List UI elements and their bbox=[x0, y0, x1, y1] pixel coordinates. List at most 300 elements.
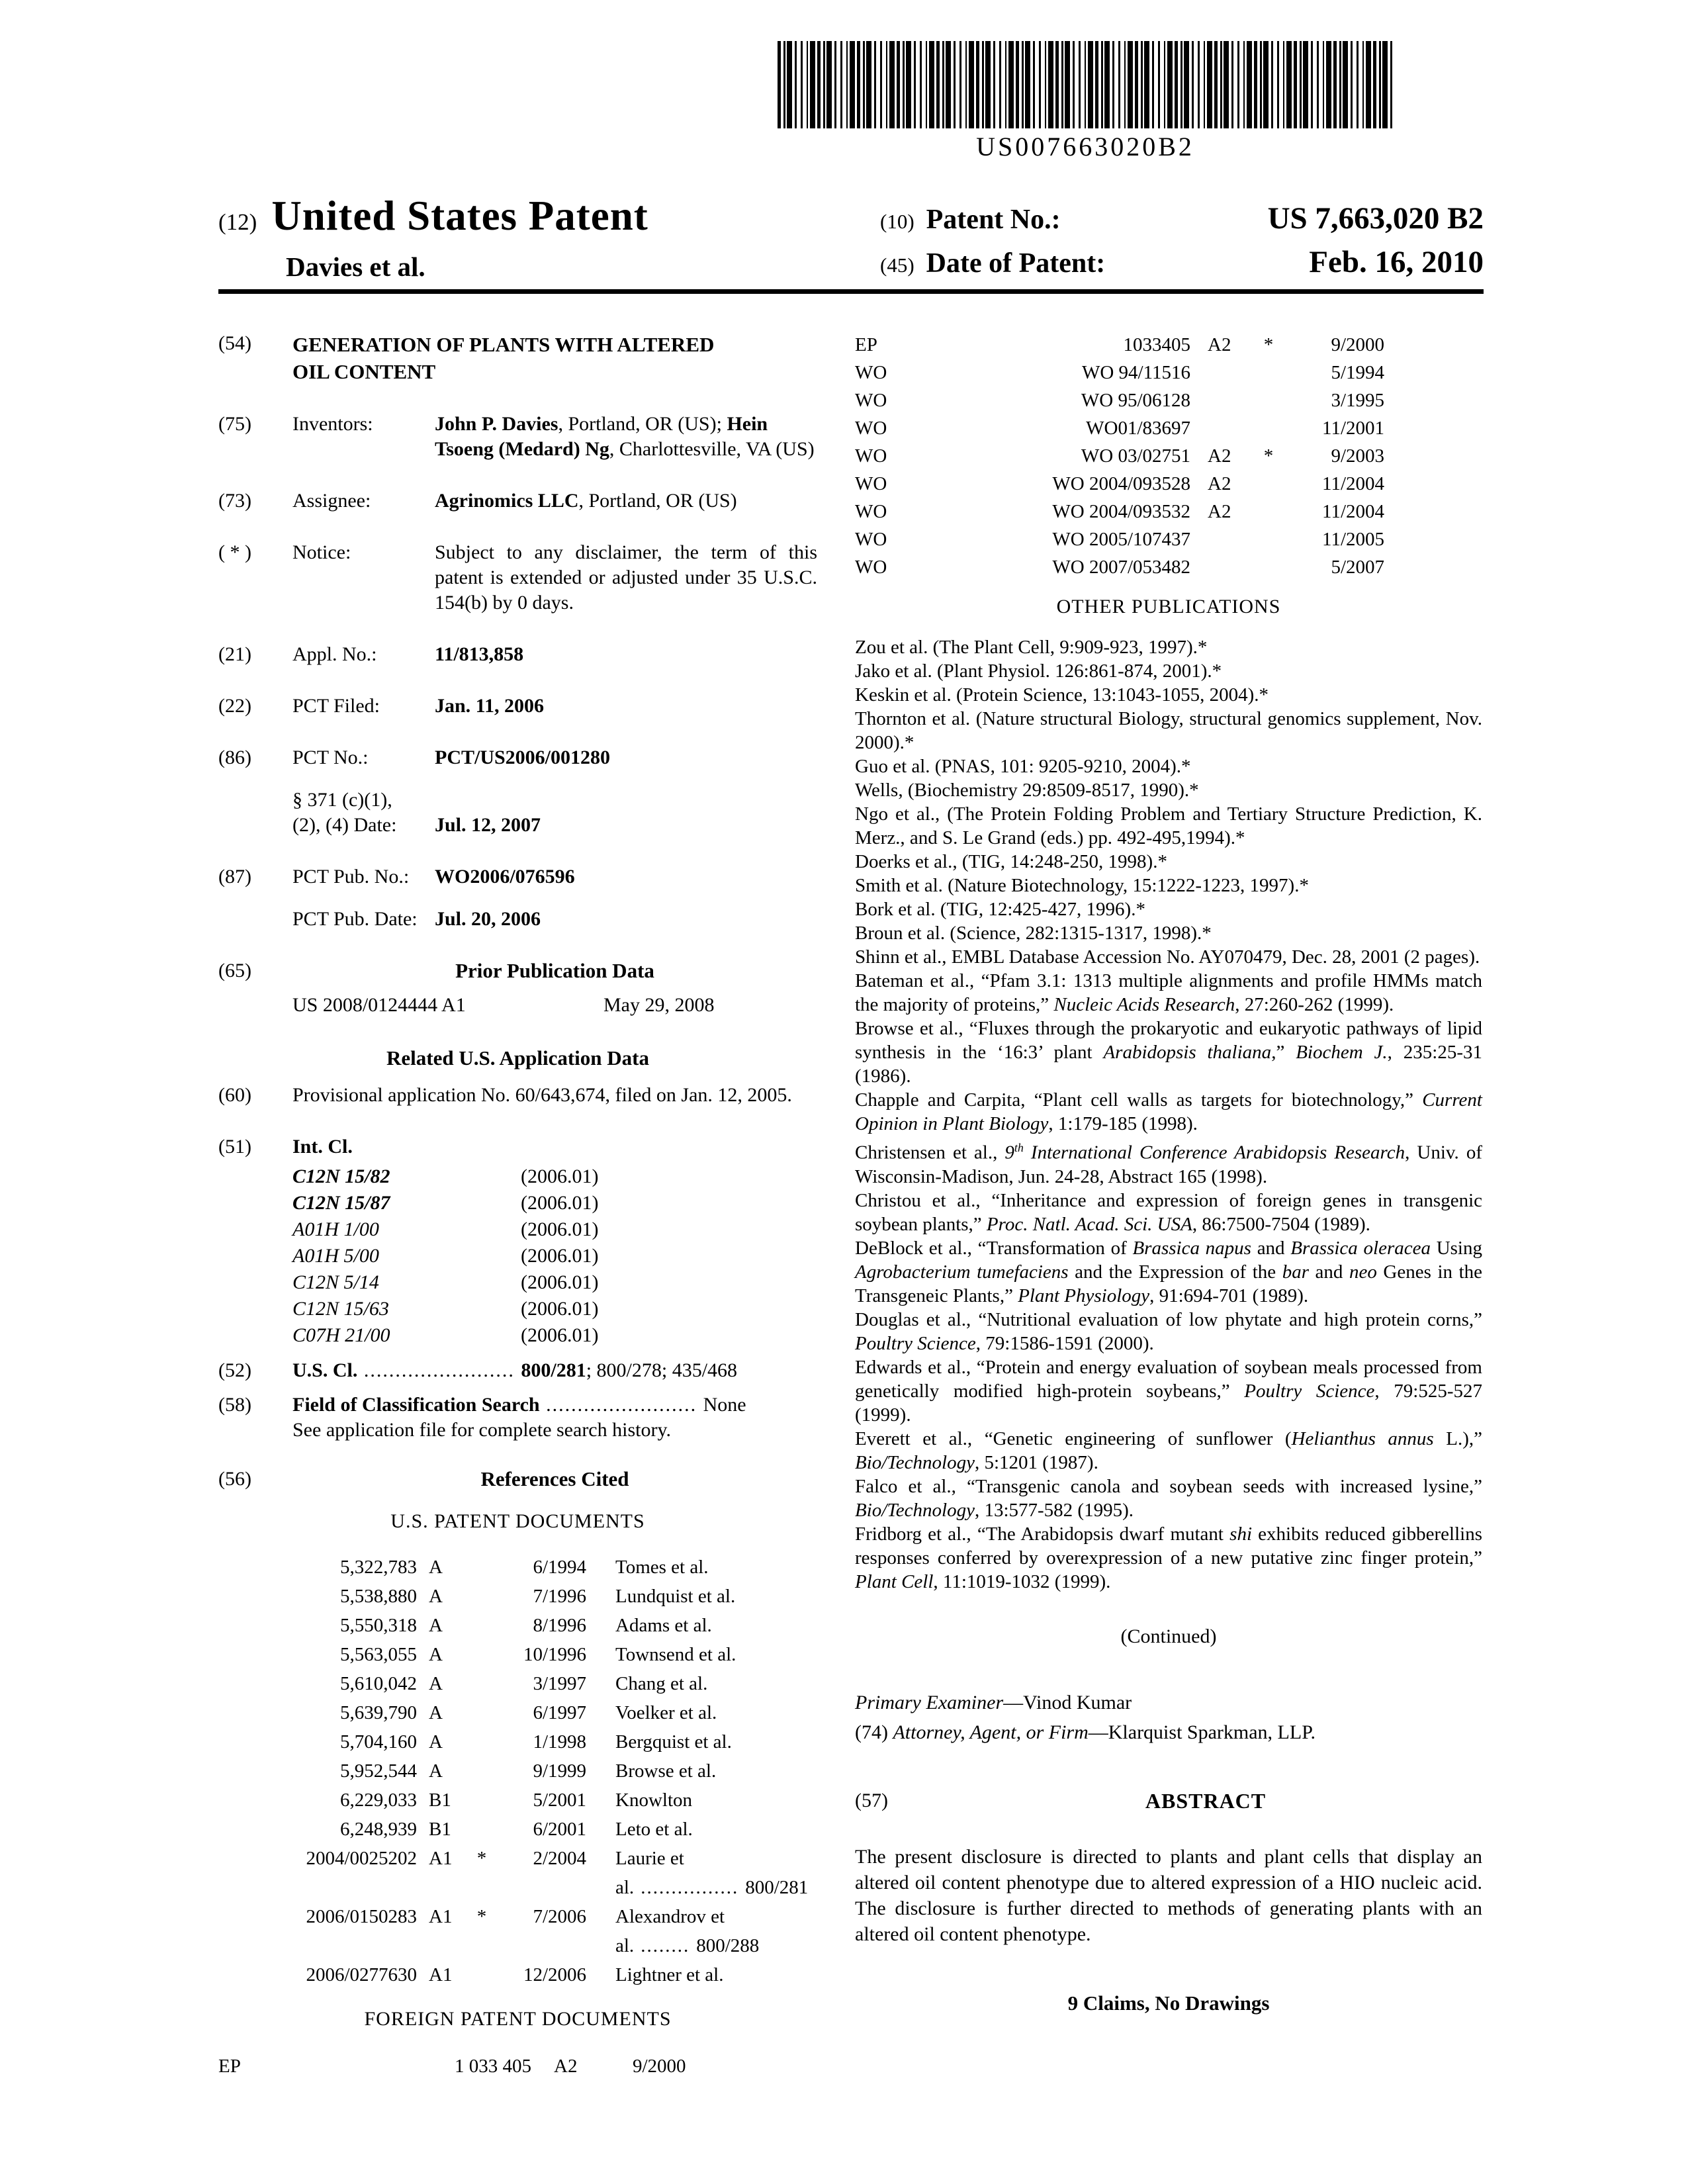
int-cl-code: C07H 21/00 bbox=[292, 1324, 390, 1346]
foreign-doc-number: WO 2005/107437 bbox=[1052, 529, 1190, 550]
foreign-doc-number: WO 95/06128 bbox=[1081, 390, 1190, 411]
us-patent-name-cell bbox=[586, 1698, 817, 1727]
publication-reference: Keskin et al. (Protein Science, 13:1043-1055, 2004).* bbox=[855, 684, 1269, 705]
foreign-date: 11/2001 bbox=[1322, 418, 1384, 439]
foreign-patent-row bbox=[855, 470, 1384, 498]
prior-pub-heading: Prior Publication Data bbox=[455, 959, 654, 982]
us-patent-documents-table bbox=[218, 1553, 817, 1989]
us-patent-row bbox=[218, 1786, 817, 1815]
foreign-country-code: EP bbox=[218, 2056, 241, 2077]
pct-pub-date-spacer bbox=[218, 907, 292, 932]
int-cl-code: A01H 1/00 bbox=[292, 1218, 379, 1240]
inid-51: (51) bbox=[218, 1136, 251, 1158]
us-patent-inventor: Adams et al. bbox=[615, 1615, 712, 1636]
section-371-line2: (2), (4) Date: bbox=[292, 814, 397, 836]
barcode-bars-image bbox=[778, 41, 1393, 128]
us-patent-number: 2006/0150283 bbox=[306, 1906, 417, 1927]
us-patent-row bbox=[218, 1582, 817, 1611]
foreign-country-code: WO bbox=[855, 390, 887, 411]
inid-57: (57) bbox=[855, 1789, 888, 1811]
appl-no-label: Appl. No.: bbox=[292, 643, 377, 665]
pct-pub-date-value: Jul. 20, 2006 bbox=[435, 908, 541, 930]
us-patent-inventor: Lightner et al. bbox=[615, 1964, 724, 1985]
us-patent-date: 1/1998 bbox=[533, 1731, 586, 1752]
foreign-doc-number: WO 03/02751 bbox=[1081, 445, 1190, 467]
field-pct-pub-date bbox=[218, 907, 817, 932]
us-patent-row bbox=[218, 1960, 817, 1989]
int-cl-version: (2006.01) bbox=[521, 1218, 599, 1240]
int-cl-version: (2006.01) bbox=[521, 1165, 599, 1187]
us-patent-kind: A bbox=[429, 1760, 443, 1782]
field-371-date bbox=[218, 788, 817, 838]
publication-reference: Jako et al. (Plant Physiol. 126:861-874, 2001).* bbox=[855, 660, 1222, 682]
publication-reference: Christou et al., “Inheritance and expression of foreign genes in transgenic soybean plants,” Proc. Natl. Acad. Sci. USA, 86:7500-7504 (1989). bbox=[855, 1189, 1482, 1235]
inid-86: (86) bbox=[218, 747, 251, 768]
us-patent-number: 5,563,055 bbox=[340, 1644, 417, 1665]
patent-date-label-group bbox=[880, 248, 1105, 279]
us-patent-leader-dots bbox=[736, 1644, 749, 1665]
foreign-country-code: EP bbox=[855, 334, 877, 355]
us-patent-number: 5,639,790 bbox=[340, 1702, 417, 1723]
kind-code-number: (12) bbox=[218, 209, 257, 235]
us-patent-name-cell bbox=[586, 1756, 817, 1786]
other-publications-heading: OTHER PUBLICATIONS bbox=[1056, 596, 1281, 617]
field-60-provisional bbox=[218, 1083, 817, 1108]
us-patent-star bbox=[470, 1727, 494, 1756]
foreign-star bbox=[1253, 359, 1284, 387]
inid-52: (52) bbox=[218, 1359, 251, 1381]
us-patent-date: 2/2004 bbox=[533, 1848, 586, 1869]
us-patent-date: 9/1999 bbox=[533, 1760, 586, 1782]
us-patent-star bbox=[470, 1640, 494, 1669]
inid-22: (22) bbox=[218, 695, 251, 717]
right-column bbox=[855, 331, 1482, 2016]
document-title: United States Patent bbox=[271, 193, 648, 239]
us-patent-date: 6/1997 bbox=[533, 1702, 586, 1723]
us-patent-leader-dots bbox=[692, 1790, 705, 1811]
document-kind-line bbox=[218, 192, 648, 240]
foreign-date: 11/2005 bbox=[1322, 529, 1384, 550]
foreign-kind-code bbox=[1190, 553, 1253, 581]
us-patent-name-cell bbox=[586, 1844, 817, 1902]
foreign-country-code: WO bbox=[855, 473, 887, 494]
section-371-line1: § 371 (c)(1), bbox=[292, 789, 392, 811]
us-patent-row bbox=[218, 1727, 817, 1756]
us-patent-star bbox=[470, 1756, 494, 1786]
us-patent-class: 800/288 bbox=[696, 1935, 760, 1956]
us-patent-name-cell bbox=[586, 1960, 817, 1989]
field-75-inventors bbox=[218, 412, 817, 462]
foreign-star bbox=[1253, 525, 1284, 553]
pct-no-value: PCT/US2006/001280 bbox=[435, 747, 611, 768]
publication-reference: Bateman et al., “Pfam 3.1: 1313 multiple alignments and profile HMMs match the majority of proteins,” Nucleic Acids Research, 27:260-262 (1999). bbox=[855, 970, 1482, 1015]
notice-text: Subject to any disclaimer, the term of this patent is extended or adjusted under 35 U.S.C. 154(b) by 0 days. bbox=[435, 541, 817, 614]
field-56-references bbox=[218, 1467, 817, 1492]
int-cl-list bbox=[292, 1163, 817, 1349]
foreign-kind-code: A2 bbox=[1208, 334, 1231, 355]
foreign-doc-number: WO 2004/093528 bbox=[1052, 473, 1190, 494]
us-patent-leader-dots bbox=[712, 1615, 725, 1636]
prior-pub-date: May 29, 2008 bbox=[603, 994, 715, 1016]
publication-reference: Zou et al. (The Plant Cell, 9:909-923, 1997).* bbox=[855, 637, 1208, 658]
inid-star: ( * ) bbox=[218, 541, 251, 563]
patent-number-row bbox=[880, 201, 1484, 236]
attorney-line: (74) Attorney, Agent, or Firm—Klarquist Sparkman, LLP. bbox=[855, 1721, 1316, 1743]
us-patent-star: * bbox=[476, 1848, 487, 1869]
us-patent-number: 5,704,160 bbox=[340, 1731, 417, 1752]
us-patent-kind: B1 bbox=[429, 1790, 451, 1811]
publication-reference: Everett et al., “Genetic engineering of sunflower (Helianthus annus L.),” Bio/Technology, 5:1201 (1987). bbox=[855, 1428, 1483, 1473]
pct-pub-no-value: WO2006/076596 bbox=[435, 866, 575, 887]
foreign-star bbox=[1253, 470, 1284, 498]
us-patent-kind: B1 bbox=[429, 1819, 451, 1840]
publication-reference: Douglas et al., “Nutritional evaluation of low phytate and high protein corns,” Poultry Science, 79:1586-1591 (2000). bbox=[855, 1308, 1482, 1354]
patent-date-row bbox=[880, 244, 1484, 280]
abstract-heading-row bbox=[855, 1788, 1482, 1813]
foreign-kind-code: A2 bbox=[1208, 473, 1231, 494]
int-cl-heading-row bbox=[218, 1134, 817, 1160]
int-cl-entry bbox=[292, 1269, 817, 1296]
us-patent-row bbox=[218, 1669, 817, 1698]
us-patent-leader-dots: ................ bbox=[641, 1877, 739, 1898]
foreign-patent-row bbox=[855, 525, 1384, 553]
foreign-doc-number: WO 2007/053482 bbox=[1052, 557, 1190, 578]
foreign-patent-row bbox=[855, 414, 1384, 442]
us-patent-class: 800/281 bbox=[745, 1877, 809, 1898]
inventors-label: Inventors: bbox=[292, 413, 373, 435]
us-patent-row bbox=[218, 1815, 817, 1844]
continued-marker: (Continued) bbox=[1120, 1625, 1217, 1647]
foreign-date: 3/1995 bbox=[1331, 390, 1384, 411]
prior-pub-doc: US 2008/0124444 A1 bbox=[292, 994, 466, 1016]
foreign-doc-number: WO 2004/093532 bbox=[1052, 501, 1190, 522]
us-patent-row bbox=[218, 1640, 817, 1669]
foreign-kind-code bbox=[1190, 414, 1253, 442]
publication-reference: Ngo et al., (The Protein Folding Problem and Tertiary Structure Prediction, K. Merz., and S. Le Grand (eds.) pp. 492-495,1994).* bbox=[855, 803, 1482, 848]
foreign-patent-row bbox=[218, 2052, 817, 2081]
related-heading: Related U.S. Application Data bbox=[386, 1046, 649, 1069]
int-cl-code: A01H 5/00 bbox=[292, 1245, 379, 1267]
foreign-doc-number: WO 94/11516 bbox=[1081, 362, 1190, 383]
us-patent-row bbox=[218, 1844, 817, 1902]
foreign-star: * bbox=[1263, 445, 1274, 467]
us-patent-kind: A bbox=[429, 1731, 443, 1752]
patent-number-value: US 7,663,020 B2 bbox=[1267, 201, 1484, 236]
us-patent-star bbox=[470, 1786, 494, 1815]
publication-reference: Chapple and Carpita, “Plant cell walls as targets for biotechnology,” Current Opinion in Plant Biology, 1:179-185 (1998). bbox=[855, 1089, 1482, 1134]
foreign-doc-number: 1033405 bbox=[1123, 334, 1190, 355]
foreign-date: 5/1994 bbox=[1331, 362, 1384, 383]
us-patent-star bbox=[470, 1669, 494, 1698]
int-cl-entry bbox=[292, 1163, 817, 1190]
other-publications-list bbox=[855, 635, 1482, 1594]
inid-65: (65) bbox=[218, 960, 251, 981]
field-54-title bbox=[218, 331, 817, 385]
field-86-pct-no bbox=[218, 745, 817, 770]
first-named-inventor: Davies et al. bbox=[286, 251, 425, 282]
field-58-search bbox=[218, 1392, 817, 1443]
foreign-country-code: WO bbox=[855, 501, 887, 522]
header-right bbox=[880, 201, 1484, 280]
field-52-us-cl bbox=[218, 1358, 817, 1383]
int-cl-code: C12N 5/14 bbox=[292, 1271, 379, 1293]
us-patent-leader-dots bbox=[732, 1731, 745, 1752]
inid-371-spacer bbox=[218, 788, 292, 838]
field-87-pct-pub-no bbox=[218, 864, 817, 889]
inid-45: (45) bbox=[880, 253, 914, 277]
assignee-label: Assignee: bbox=[292, 490, 371, 512]
int-cl-code: C12N 15/63 bbox=[292, 1298, 389, 1320]
foreign-star bbox=[1253, 414, 1284, 442]
publication-reference: Shinn et al., EMBL Database Accession No. AY070479, Dec. 28, 2001 (2 pages). bbox=[855, 946, 1480, 968]
us-patent-inventor: Lundquist et al. bbox=[615, 1586, 736, 1607]
foreign-kind-code: A2 bbox=[1208, 501, 1231, 522]
publication-reference: Bork et al. (TIG, 12:425-427, 1996).* bbox=[855, 899, 1145, 920]
related-application-data bbox=[218, 1046, 817, 1108]
foreign-date: 11/2004 bbox=[1322, 501, 1384, 522]
barcode-number: US007663020B2 bbox=[976, 132, 1194, 161]
inid-21: (21) bbox=[218, 643, 251, 665]
us-patent-date: 7/2006 bbox=[533, 1906, 586, 1927]
foreign-date: 11/2004 bbox=[1322, 473, 1384, 494]
assignee-value: Agrinomics LLC, Portland, OR (US) bbox=[435, 490, 737, 512]
us-patent-inventor: Leto et al. bbox=[615, 1819, 693, 1840]
us-cl-line: U.S. Cl. ........................ 800/281; 800/278; 435/468 bbox=[292, 1359, 738, 1381]
header-left bbox=[218, 192, 648, 283]
us-patent-number: 5,550,318 bbox=[340, 1615, 417, 1636]
search-field-note: See application file for complete search history. bbox=[292, 1419, 672, 1441]
us-patent-star bbox=[470, 1960, 494, 1989]
us-patent-date: 3/1997 bbox=[533, 1673, 586, 1694]
us-patent-number: 6,229,033 bbox=[340, 1790, 417, 1811]
us-patent-inventor: Voelker et al. bbox=[615, 1702, 717, 1723]
foreign-kind-code: A2 bbox=[554, 2056, 578, 2077]
us-patent-date: 6/1994 bbox=[533, 1557, 586, 1578]
us-patent-leader-dots bbox=[717, 1702, 730, 1723]
inventors-value: John P. Davies, Portland, OR (US); Hein Tsoeng (Medard) Ng, Charlottesville, VA (US) bbox=[435, 413, 815, 460]
foreign-kind-code bbox=[1190, 525, 1253, 553]
int-cl-code: C12N 15/87 bbox=[292, 1192, 390, 1214]
field-21-appl-no bbox=[218, 642, 817, 667]
us-patent-kind: A bbox=[429, 1615, 443, 1636]
us-patent-inventor: Townsend et al. bbox=[615, 1644, 736, 1665]
foreign-star bbox=[1253, 387, 1284, 414]
int-cl-entry bbox=[292, 1216, 817, 1243]
us-patent-kind: A1 bbox=[429, 1964, 453, 1985]
pct-pub-date-label: PCT Pub. Date: bbox=[292, 908, 418, 930]
us-patent-row bbox=[218, 1698, 817, 1727]
patent-date-label: Date of Patent: bbox=[926, 248, 1106, 279]
notice-label: Notice: bbox=[292, 541, 351, 563]
us-patent-star bbox=[470, 1553, 494, 1582]
us-patent-date: 8/1996 bbox=[533, 1615, 586, 1636]
int-cl-entry bbox=[292, 1296, 817, 1322]
foreign-patent-row bbox=[855, 359, 1384, 387]
us-patent-name-cell bbox=[586, 1902, 817, 1960]
inid-75: (75) bbox=[218, 413, 251, 435]
us-patent-inventor: Chang et al. bbox=[615, 1673, 708, 1694]
foreign-country-code: WO bbox=[855, 418, 887, 439]
int-cl-entry bbox=[292, 1190, 817, 1216]
inid-87: (87) bbox=[218, 866, 251, 887]
int-cl-entry bbox=[292, 1243, 817, 1269]
publication-reference: Edwards et al., “Protein and energy evaluation of soybean meals processed from genetically modified high-protein soybeans,” Poultry Science, 79:525-527 (1999). bbox=[855, 1356, 1483, 1426]
us-patent-leader-dots bbox=[709, 1557, 722, 1578]
publication-reference: Browse et al., “Fluxes through the prokaryotic and eukaryotic pathways of lipid synthesis in the ‘16:3’ plant Arabidopsis thaliana,” Biochem J., 235:25-31 (1986). bbox=[855, 1018, 1483, 1087]
us-patent-kind: A bbox=[429, 1557, 443, 1578]
foreign-country-code: WO bbox=[855, 362, 887, 383]
foreign-country-code: WO bbox=[855, 445, 887, 467]
us-patent-number: 5,322,783 bbox=[340, 1557, 417, 1578]
foreign-patent-table-right bbox=[855, 331, 1482, 581]
publication-reference: Falco et al., “Transgenic canola and soybean seeds with increased lysine,” Bio/Technology, 13:577-582 (1995). bbox=[855, 1475, 1482, 1521]
us-patent-name-cell bbox=[586, 1582, 817, 1611]
int-cl-version: (2006.01) bbox=[521, 1298, 599, 1320]
us-patent-kind: A bbox=[429, 1702, 443, 1723]
us-patent-leader-dots bbox=[735, 1586, 748, 1607]
us-patent-number: 6,248,939 bbox=[340, 1819, 417, 1840]
field-22-pct-filed bbox=[218, 694, 817, 719]
barcode bbox=[778, 41, 1393, 162]
us-patent-name-cell bbox=[586, 1553, 817, 1582]
int-cl-version: (2006.01) bbox=[521, 1271, 599, 1293]
us-patent-name-cell bbox=[586, 1727, 817, 1756]
foreign-country-code: WO bbox=[855, 529, 887, 550]
us-patent-name-cell bbox=[586, 1669, 817, 1698]
foreign-patent-row bbox=[855, 498, 1384, 525]
foreign-doc-number: 1 033 405 bbox=[455, 2056, 531, 2077]
us-patent-row bbox=[218, 1553, 817, 1582]
us-patent-number: 2004/0025202 bbox=[306, 1848, 417, 1869]
provisional-text: Provisional application No. 60/643,674, filed on Jan. 12, 2005. bbox=[292, 1084, 792, 1106]
us-patent-inventor: Alexandrov et al. bbox=[615, 1906, 725, 1956]
int-cl-version: (2006.01) bbox=[521, 1192, 599, 1214]
claims-line: 9 Claims, No Drawings bbox=[1067, 1991, 1270, 2015]
patent-number-label-group bbox=[880, 204, 1061, 236]
us-patent-star bbox=[470, 1582, 494, 1611]
foreign-star bbox=[1253, 553, 1284, 581]
foreign-date: 5/2007 bbox=[1331, 557, 1384, 578]
us-patent-number: 5,952,544 bbox=[340, 1760, 417, 1782]
prior-pub-heading-row bbox=[218, 958, 817, 983]
abstract-text: The present disclosure is directed to plants and plant cells that display an altered oil content phenotype due to altered expression of a HIO nucleic acid. The disclosure is further directed to methods of generating plants with an altered oil content phenotype. bbox=[855, 1845, 1482, 1945]
foreign-patent-row bbox=[855, 553, 1384, 581]
us-patent-leader-dots bbox=[707, 1673, 721, 1694]
us-patent-inventor: Laurie et al. bbox=[615, 1848, 684, 1898]
publication-reference: Wells, (Biochemistry 29:8509-8517, 1990).* bbox=[855, 780, 1199, 801]
us-patent-row bbox=[218, 1756, 817, 1786]
foreign-date: 9/2003 bbox=[1331, 445, 1384, 467]
foreign-kind-code bbox=[1190, 359, 1253, 387]
abstract-heading: ABSTRACT bbox=[1145, 1788, 1267, 1813]
foreign-date: 9/2000 bbox=[633, 2056, 686, 2077]
invention-title: GENERATION OF PLANTS WITH ALTERED OIL CONTENT bbox=[292, 333, 715, 383]
field-73-assignee bbox=[218, 488, 817, 514]
foreign-kind-code bbox=[1190, 387, 1253, 414]
publication-reference: Thornton et al. (Nature structural Biology, structural genomics supplement, Nov. 2000).* bbox=[855, 708, 1482, 753]
int-cl-heading: Int. Cl. bbox=[292, 1136, 353, 1158]
pct-filed-label: PCT Filed: bbox=[292, 695, 380, 717]
foreign-date: 9/2000 bbox=[1331, 334, 1384, 355]
us-patent-name-cell bbox=[586, 1611, 817, 1640]
publication-reference: Smith et al. (Nature Biotechnology, 15:1222-1223, 1997).* bbox=[855, 875, 1309, 896]
us-patent-number: 2006/0277630 bbox=[306, 1964, 417, 1985]
prior-pub-spacer bbox=[218, 993, 292, 1018]
us-patent-kind: A1 bbox=[429, 1848, 453, 1869]
us-patent-date: 12/2006 bbox=[523, 1964, 586, 1985]
int-cl-entry bbox=[292, 1322, 817, 1349]
references-cited-heading: References Cited bbox=[480, 1467, 629, 1490]
us-patent-kind: A bbox=[429, 1586, 443, 1607]
us-patent-date: 6/2001 bbox=[533, 1819, 586, 1840]
us-patent-name-cell bbox=[586, 1640, 817, 1669]
us-patent-star bbox=[470, 1815, 494, 1844]
us-patent-leader-dots bbox=[723, 1964, 736, 1985]
us-patent-kind: A bbox=[429, 1644, 443, 1665]
foreign-star bbox=[1253, 498, 1284, 525]
us-patent-row bbox=[218, 1611, 817, 1640]
primary-examiner-line: Primary Examiner—Vinod Kumar bbox=[855, 1691, 1132, 1713]
us-patent-kind: A1 bbox=[429, 1906, 453, 1927]
pct-pub-no-label: PCT Pub. No.: bbox=[292, 866, 410, 887]
foreign-patent-row bbox=[855, 331, 1384, 359]
us-patent-inventor: Tomes et al. bbox=[615, 1557, 709, 1578]
foreign-kind-code: A2 bbox=[1208, 445, 1231, 467]
patent-date-value: Feb. 16, 2010 bbox=[1309, 245, 1484, 279]
field-65-prior-publication bbox=[218, 958, 817, 1018]
section-371-value: Jul. 12, 2007 bbox=[435, 814, 541, 836]
us-patent-star: * bbox=[476, 1906, 487, 1927]
field-notice bbox=[218, 540, 817, 615]
foreign-patent-documents-heading: FOREIGN PATENT DOCUMENTS bbox=[364, 2008, 672, 2030]
us-patent-star bbox=[470, 1698, 494, 1727]
publication-reference: Broun et al. (Science, 282:1315-1317, 1998).* bbox=[855, 923, 1212, 944]
prior-pub-entry bbox=[218, 993, 817, 1018]
us-patent-inventor: Knowlton bbox=[615, 1790, 692, 1811]
foreign-doc-number: WO01/83697 bbox=[1086, 418, 1190, 439]
us-patent-leader-dots bbox=[693, 1819, 706, 1840]
foreign-star: * bbox=[1263, 334, 1274, 355]
publication-reference: Christensen et al., 9th International Conference Arabidopsis Research, Univ. of Wisconsin-Madison, Jun. 24-28, Abstract 165 (1998). bbox=[855, 1141, 1482, 1187]
us-patent-star bbox=[470, 1611, 494, 1640]
header-divider-rule bbox=[218, 289, 1484, 294]
int-cl-version: (2006.01) bbox=[521, 1245, 599, 1267]
section-371-label bbox=[292, 788, 435, 838]
foreign-patent-table-left bbox=[218, 2052, 817, 2081]
field-51-int-cl bbox=[218, 1134, 817, 1349]
us-patent-date: 10/1996 bbox=[523, 1644, 586, 1665]
appl-no-value: 11/813,858 bbox=[435, 643, 524, 665]
patent-number-label: Patent No.: bbox=[926, 205, 1061, 235]
int-cl-code: C12N 15/82 bbox=[292, 1165, 390, 1187]
publication-reference: DeBlock et al., “Transformation of Brassica napus and Brassica oleracea Using Agrobacterium tumefaciens and the Expression of the bar and neo Genes in the Transgeneic Plants,” Plant Physiology, 91:694-701 (1989). bbox=[855, 1237, 1483, 1306]
foreign-patent-row bbox=[855, 387, 1384, 414]
us-patent-number: 5,610,042 bbox=[340, 1673, 417, 1694]
us-patent-leader-dots: ........ bbox=[641, 1935, 690, 1956]
foreign-patent-row bbox=[855, 442, 1384, 470]
inid-58: (58) bbox=[218, 1394, 251, 1416]
inid-73: (73) bbox=[218, 490, 251, 512]
inid-60: (60) bbox=[218, 1084, 251, 1106]
search-field-line: Field of Classification Search ........................ None bbox=[292, 1394, 746, 1416]
publication-reference: Guo et al. (PNAS, 101: 9205-9210, 2004).* bbox=[855, 756, 1191, 777]
us-patent-name-cell bbox=[586, 1815, 817, 1844]
us-patent-inventor: Bergquist et al. bbox=[615, 1731, 732, 1752]
us-patent-number: 5,538,880 bbox=[340, 1586, 417, 1607]
us-patent-leader-dots bbox=[716, 1760, 729, 1782]
us-patent-row bbox=[218, 1902, 817, 1960]
us-patent-documents-heading: U.S. PATENT DOCUMENTS bbox=[390, 1510, 645, 1532]
